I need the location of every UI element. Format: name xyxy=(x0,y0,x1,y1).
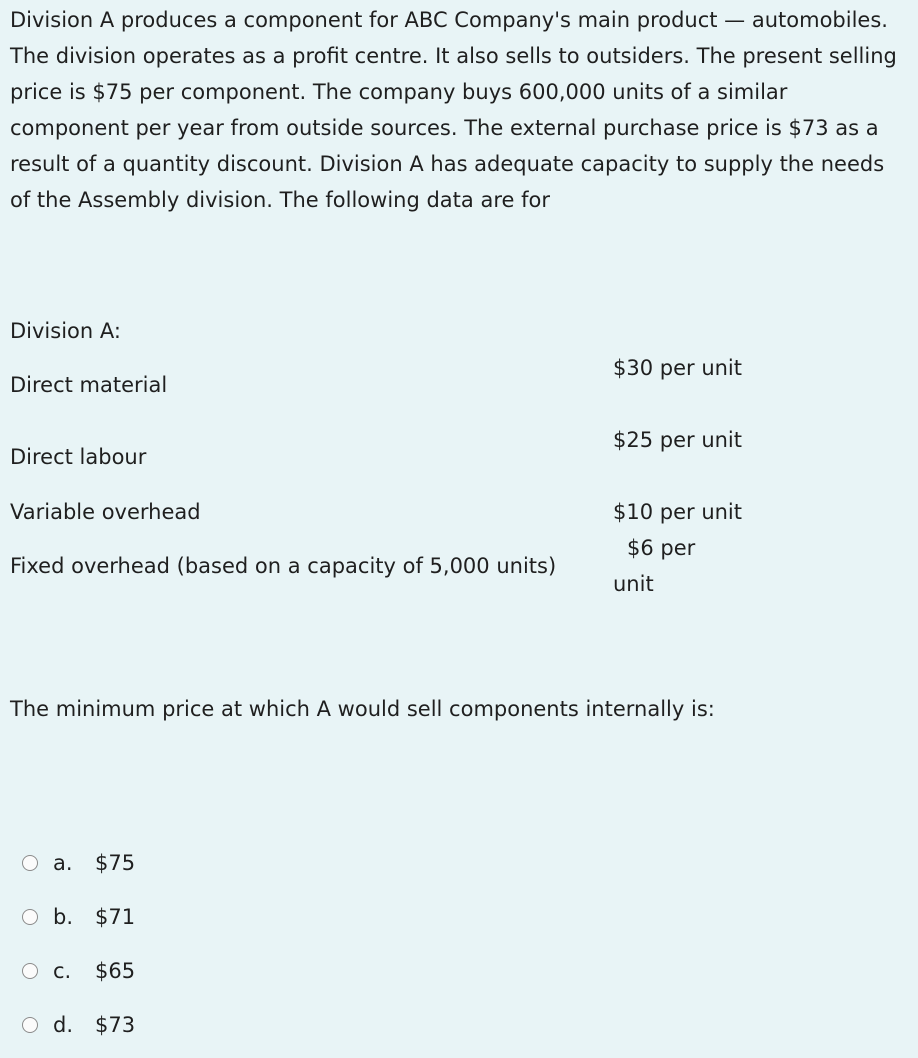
answer-option-b[interactable] xyxy=(22,890,322,944)
radio-button-d[interactable] xyxy=(22,1017,38,1033)
problem-intro: Division A produces a component for ABC Company's main product — automobiles. The division operates as a profit centre. It also sells to outsiders. The present selling price is $75 per component. The company buys 600,000 units of a similar component per year from outside sources. The external purchase price is $73 as a result of a quantity discount. Division A has adequate capacity to supply the needs of the Assembly division. The following data are for xyxy=(10,8,897,212)
fixed-overhead-value-first-line: $6 per xyxy=(627,536,696,560)
variable-overhead-value: $10 per unit xyxy=(613,500,743,524)
radio-button-a[interactable] xyxy=(22,855,38,871)
fixed-overhead-label: Fixed overhead (based on a capacity of 5,000 units) xyxy=(10,554,557,578)
direct-labour-value: $25 per unit xyxy=(613,428,743,452)
answer-option-a-letter: a. xyxy=(53,851,73,875)
answer-options xyxy=(22,836,322,1052)
answer-option-d-value: $73 xyxy=(95,1013,136,1037)
division-a-label: Division A: xyxy=(10,319,121,343)
question-prompt: The minimum price at which A would sell components internally is: xyxy=(10,697,715,721)
direct-labour-label: Direct labour xyxy=(10,445,147,469)
answer-option-b-value: $71 xyxy=(95,905,136,929)
answer-option-c-value: $65 xyxy=(95,959,136,983)
fixed-overhead-value-second-line: unit xyxy=(613,572,654,596)
answer-option-a[interactable] xyxy=(22,836,322,890)
direct-labour-row xyxy=(10,422,908,494)
direct-material-label: Direct material xyxy=(10,373,168,397)
answer-option-c-letter: c. xyxy=(53,959,72,983)
radio-button-b[interactable] xyxy=(22,909,38,925)
direct-material-value: $30 per unit xyxy=(613,356,743,380)
answer-option-c[interactable] xyxy=(22,944,322,998)
fixed-overhead-value xyxy=(613,530,723,602)
answer-option-d[interactable] xyxy=(22,998,322,1052)
direct-material-row xyxy=(10,350,908,422)
variable-overhead-row xyxy=(10,494,908,530)
answer-option-d-letter: d. xyxy=(53,1013,74,1037)
variable-overhead-label: Variable overhead xyxy=(10,500,201,524)
answer-option-b-letter: b. xyxy=(53,905,74,929)
radio-button-c[interactable] xyxy=(22,963,38,979)
answer-option-a-value: $75 xyxy=(95,851,136,875)
fixed-overhead-row xyxy=(10,530,908,602)
